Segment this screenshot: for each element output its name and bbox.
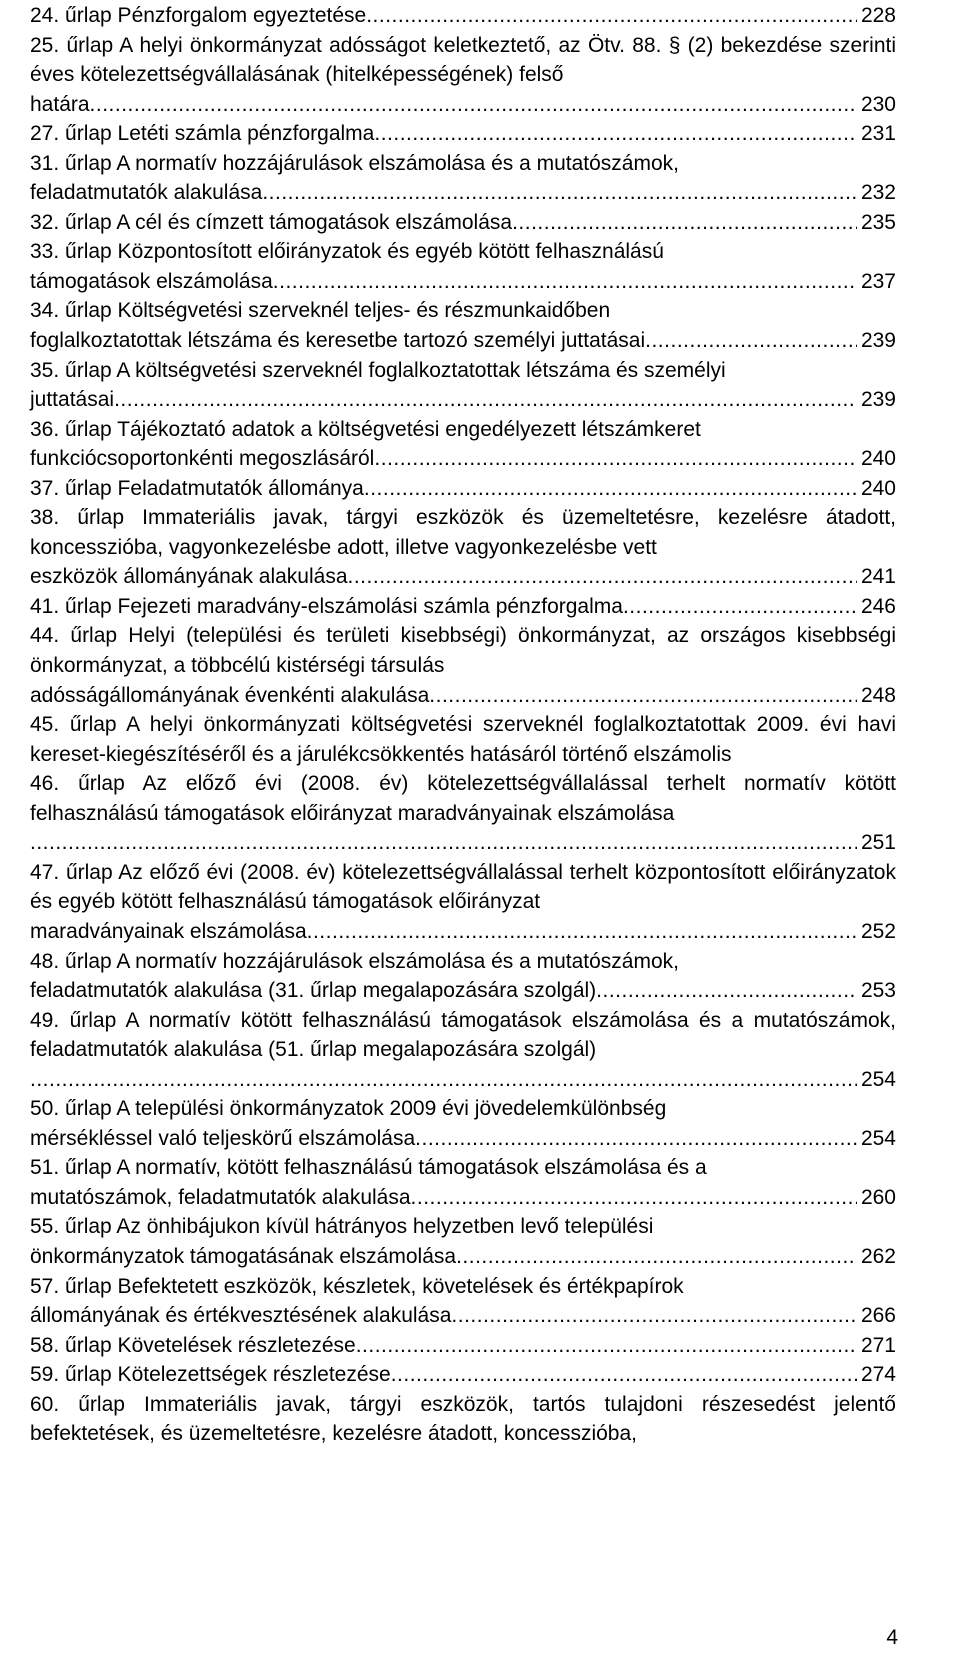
dot-leader	[512, 208, 857, 238]
toc-page-number: 241	[860, 565, 896, 589]
toc-entry-title-tail: határa	[30, 92, 90, 116]
toc-entry[interactable]	[30, 947, 896, 1006]
dot-leader	[451, 1301, 857, 1331]
toc-leader-line	[30, 976, 896, 1006]
toc-page-number: 252	[860, 919, 896, 943]
toc-entry-title: 51. űrlap A normatív, kötött felhasználású támogatások elszámolása és a	[30, 1156, 707, 1180]
toc-entry[interactable]	[30, 1, 896, 31]
toc-entry-title: 44. űrlap Helyi (települési és területi kisebbségi) önkormányzat, az országos kisebbségi önkormányzat, a többcélú kistérségi társulás	[30, 624, 896, 678]
dot-leader	[623, 592, 857, 622]
toc-entry-title: 50. űrlap A települési önkormányzatok 2009 évi jövedelemkülönbség	[30, 1097, 667, 1121]
toc-entry-title-tail: 24. űrlap Pénzforgalom egyeztetése	[30, 4, 367, 27]
toc-entry-title-tail: adósságállományának évenkénti alakulása	[30, 683, 430, 707]
toc-entry-title-tail: foglalkoztatottak létszáma és keresetbe tartozó személyi juttatásai	[30, 329, 646, 353]
dot-leader	[30, 1065, 857, 1095]
toc-leader-line	[30, 917, 896, 947]
toc-entry-title: 25. űrlap A helyi önkormányzat adósságot keletkeztető, az Ötv. 88. § (2) bekezdése szerinti éves kötelezettségvállalásának (hitelképességének) felső	[30, 33, 896, 87]
toc-leader-line	[30, 119, 896, 149]
toc-page-number: 231	[860, 122, 896, 146]
toc-entry-title-tail: 27. űrlap Letéti számla pénzforgalma	[30, 122, 375, 146]
toc-entry-title: 31. űrlap A normatív hozzájárulások elszámolása és a mutatószámok,	[30, 151, 679, 175]
toc-page-number: 230	[860, 92, 896, 116]
toc-page-number: 240	[860, 476, 896, 500]
dot-leader	[391, 1360, 857, 1390]
toc-entry-title-tail: eszközök állományának alakulása	[30, 565, 348, 589]
dot-leader	[456, 1242, 857, 1272]
page-number: 4	[886, 1626, 898, 1649]
toc-leader-line	[30, 1242, 896, 1272]
toc-entry[interactable]	[30, 1272, 896, 1331]
toc-entry[interactable]	[30, 769, 896, 858]
toc-leader-line	[30, 1183, 896, 1213]
toc-entry-title-tail: 41. űrlap Fejezeti maradvány-elszámolási számla pénzforgalma	[30, 594, 623, 618]
dot-leader	[645, 326, 857, 356]
toc-page-number: 237	[860, 269, 896, 293]
toc-leader-line	[30, 1065, 896, 1095]
toc-entry[interactable]	[30, 31, 896, 120]
toc-entry[interactable]	[30, 1331, 896, 1361]
toc-leader-line	[30, 385, 896, 415]
toc-entry-title-tail: állományának és értékvesztésének alakulása	[30, 1304, 452, 1328]
dot-leader	[114, 385, 857, 415]
toc-entry[interactable]	[30, 858, 896, 947]
toc-entry-title-tail: funkciócsoportonkénti megoszlásáról	[30, 447, 375, 471]
toc-page-number: 253	[860, 979, 896, 1003]
toc-entry-title-tail: mérsékléssel való teljeskörű elszámolása	[30, 1126, 416, 1150]
toc-entry-title: 34. űrlap Költségvetési szerveknél teljes- és részmunkaidőben	[30, 299, 611, 323]
toc-page-number: 240	[860, 447, 896, 471]
dot-leader	[415, 1124, 857, 1154]
dot-leader	[411, 1183, 857, 1213]
toc-page-number: 248	[860, 683, 896, 707]
toc-entry-title: 55. űrlap Az önhibájukon kívül hátrányos helyzetben levő települési	[30, 1215, 654, 1239]
toc-page-number: 271	[860, 1333, 896, 1357]
toc-page-number: 266	[860, 1304, 896, 1328]
toc-leader-line	[30, 592, 896, 622]
toc-page-number: 232	[860, 181, 896, 205]
toc-entry[interactable]	[30, 1360, 896, 1390]
toc-entry[interactable]	[30, 119, 896, 149]
toc-entry-title: 35. űrlap A költségvetési szerveknél foglalkoztatottak létszáma és személyi	[30, 358, 726, 382]
toc-entry-title: 36. űrlap Tájékoztató adatok a költségvetési engedélyezett létszámkeret	[30, 417, 701, 441]
dot-leader	[366, 1, 857, 31]
toc-entry[interactable]	[30, 208, 896, 238]
toc-entry-title-tail: 32. űrlap A cél és címzett támogatások elszámolása	[30, 210, 513, 234]
toc-entry-title: 60. űrlap Immateriális javak, tárgyi eszközök, tartós tulajdoni részesedést jelentő befektetések, és üzemeltetésre, kezelésre átadott, koncesszióba,	[30, 1392, 896, 1446]
toc-leader-line	[30, 208, 896, 238]
dot-leader	[364, 474, 857, 504]
toc-page-number: 228	[860, 4, 896, 27]
toc-entry[interactable]	[30, 356, 896, 415]
toc-entry-title: 45. űrlap A helyi önkormányzati költségvetési szerveknél foglalkoztatottak 2009. évi havi kereset-kiegészítéséről és a járulékcsökkentés hatásáról történő elszámolis	[30, 713, 896, 766]
toc-page-number: 254	[860, 1126, 896, 1150]
toc-leader-line	[30, 178, 896, 208]
toc-leader-line	[30, 1360, 896, 1390]
dot-leader	[429, 681, 857, 711]
toc-page-number: 260	[860, 1185, 896, 1209]
dot-leader	[596, 976, 857, 1006]
toc-leader-line	[30, 681, 896, 711]
toc-entry-title: 47. űrlap Az előző évi (2008. év) kötelezettségvállalással terhelt központosított előirányzatok és egyéb kötött felhasználású támogatások előirányzat	[30, 860, 896, 914]
toc-leader-line	[30, 562, 896, 592]
toc-leader-line	[30, 828, 896, 858]
toc-entry-title: 33. űrlap Központosított előirányzatok és egyéb kötött felhasználású	[30, 240, 664, 264]
toc-entry-title: 46. űrlap Az előző évi (2008. év) kötelezettségvállalással terhelt normatív kötött felhasználású támogatások előirányzat maradványainak elszámolása	[30, 772, 896, 825]
toc-entry[interactable]	[30, 474, 896, 504]
toc-page-number: 239	[860, 329, 896, 353]
toc-leader-line	[30, 1, 896, 31]
toc-entry-title-tail: támogatások elszámolása	[30, 269, 273, 293]
toc-entry-title-tail: maradványainak elszámolása	[30, 919, 307, 943]
toc-page-number: 235	[860, 210, 896, 234]
toc-entry-title-tail: önkormányzatok támogatásának elszámolása	[30, 1244, 457, 1268]
toc-entry[interactable]	[30, 1094, 896, 1153]
toc-entry[interactable]	[30, 415, 896, 474]
dot-leader	[356, 1331, 857, 1361]
toc-leader-line	[30, 90, 896, 120]
dot-leader	[348, 562, 857, 592]
toc-entry[interactable]	[30, 1153, 896, 1212]
toc-page-number: 274	[860, 1363, 896, 1387]
toc-entry[interactable]	[30, 710, 896, 769]
toc-leader-line	[30, 1331, 896, 1361]
toc-entry-title-tail: 58. űrlap Követelések részletezése	[30, 1333, 356, 1357]
toc-entry[interactable]	[30, 592, 896, 622]
toc-entry-title-tail: juttatásai	[30, 388, 115, 412]
dot-leader	[90, 90, 857, 120]
toc-entry[interactable]	[30, 1390, 896, 1449]
toc-entry-title-tail: feladatmutatók alakulása	[30, 181, 263, 205]
toc-entry-title: 38. űrlap Immateriális javak, tárgyi eszközök és üzemeltetésre, kezelésre átadott, koncesszióba, vagyonkezelésbe adott, illetve vagyonkezelésbe vett	[30, 506, 896, 559]
toc-entry[interactable]	[30, 149, 896, 208]
toc-entry[interactable]	[30, 1212, 896, 1271]
toc-entry-title: 48. űrlap A normatív hozzájárulások elszámolása és a mutatószámok,	[30, 949, 679, 973]
toc-entry[interactable]	[30, 621, 896, 710]
dot-leader	[374, 119, 857, 149]
toc-page-number: 262	[860, 1244, 896, 1268]
toc-entry[interactable]	[30, 503, 896, 592]
toc-entry-title-tail: feladatmutatók alakulása (31. űrlap megalapozására szolgál)	[30, 979, 597, 1003]
toc-leader-line	[30, 267, 896, 297]
toc-page-number: 254	[860, 1067, 896, 1091]
toc-leader-line	[30, 1301, 896, 1331]
dot-leader	[273, 267, 857, 297]
toc-entry[interactable]	[30, 237, 896, 296]
toc-page-number: 239	[860, 388, 896, 412]
toc-entry[interactable]	[30, 1006, 896, 1095]
toc-page-number: 246	[860, 594, 896, 618]
dot-leader	[374, 444, 857, 474]
toc-entry-title: 57. űrlap Befektetett eszközök, készletek, követelések és értékpapírok	[30, 1274, 684, 1298]
toc-entry-title-tail: 37. űrlap Feladatmutatók állománya	[30, 476, 364, 500]
dot-leader	[30, 828, 857, 858]
toc-leader-line	[30, 444, 896, 474]
toc-entry-title: 49. űrlap A normatív kötött felhasználású támogatások elszámolása és a mutatószámok, feladatmutatók alakulása (51. űrlap megalapozására szolgál)	[30, 1008, 896, 1062]
dot-leader	[262, 178, 857, 208]
toc-entry-title-tail: 59. űrlap Kötelezettségek részletezése	[30, 1363, 391, 1387]
toc-leader-line	[30, 1124, 896, 1154]
toc-leader-line	[30, 474, 896, 504]
toc-entry[interactable]	[30, 296, 896, 355]
toc-leader-line	[30, 326, 896, 356]
dot-leader	[307, 917, 857, 947]
toc-entry-title-tail: mutatószámok, feladatmutatók alakulása	[30, 1185, 411, 1209]
toc-page-number: 251	[860, 831, 896, 855]
table-of-contents	[30, 1, 896, 1449]
